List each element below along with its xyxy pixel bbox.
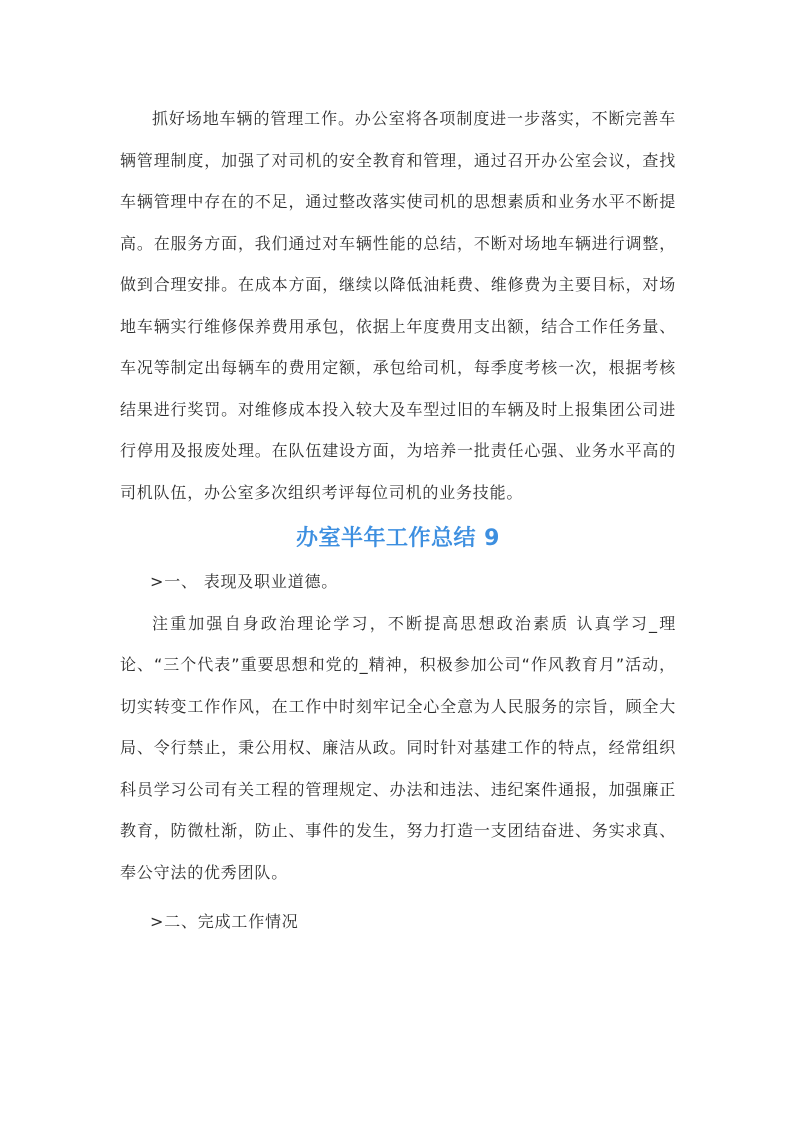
section-title: 办室半年工作总结 9 bbox=[296, 526, 500, 551]
subheading-performance-ethics: >一、 表现及职业道德。 bbox=[150, 572, 339, 591]
subheading-work-completion: >二、完成工作情况 bbox=[150, 912, 299, 931]
political-study-paragraph: 注重加强自身政治理论学习，不断提高思想政治素质 认真学习_理论、“三个代表”重要思想和党的_精神，积极参加公司“作风教育月”活动，切实转变工作作风，在工作中时刻牢记全心全意为人民服务的宗旨，顾全大局、令行禁止，秉公用权、廉洁从政。同时针对基建工作的特点，经常组织科员学习公司有关工程的管理规定、办法和违法、违纪案件通报，加强廉正教育，防微杜渐，防止、事件的发生，努力打造一支团结奋进、务实求真、奉公守法的优秀团队。 bbox=[120, 613, 676, 882]
document-page bbox=[120, 98, 676, 943]
vehicle-management-paragraph: 抓好场地车辆的管理工作。办公室将各项制度进一步落实，不断完善车辆管理制度，加强了对司机的安全教育和管理，通过召开办公室会议，查找车辆管理中存在的不足，通过整改落实使司机的思想素质和业务水平不断提高。在服务方面，我们通过对车辆性能的总结，不断对场地车辆进行调整，做到合理安排。在成本方面，继续以降低油耗费、维修费为主要目标，对场地车辆实行维修保养费用承包，依据上年度费用支出额，结合工作任务量、车况等制定出每辆车的费用定额，承包给司机，每季度考核一次，根据考核结果进行奖罚。对维修成本投入较大及车型过旧的车辆及时上报集团公司进行停用及报废处理。在队伍建设方面，为培养一批责任心强、业务水平高的司机队伍，办公室多次组织考评每位司机的业务技能。 bbox=[120, 109, 676, 502]
